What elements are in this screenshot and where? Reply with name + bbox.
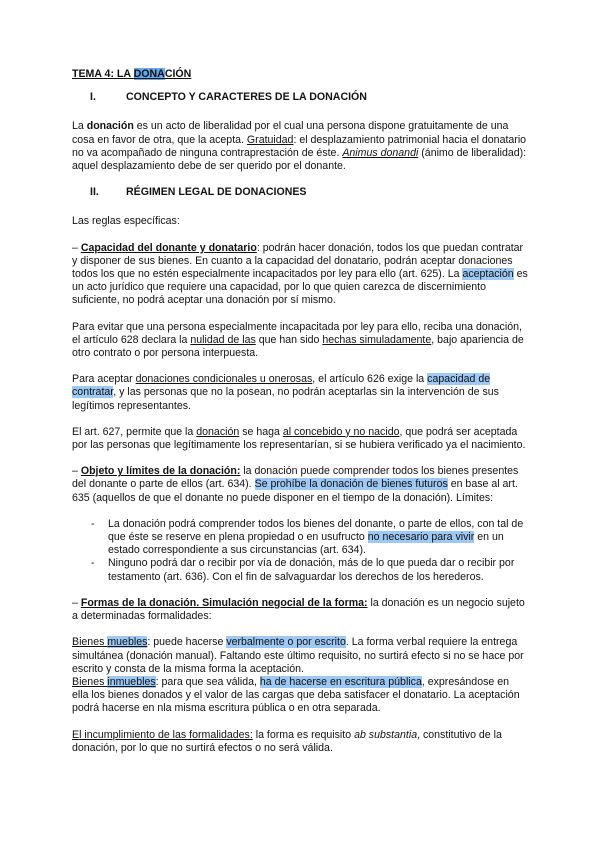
paragraph-inmuebles: Bienes inmuebles: para que sea válida, ha de hacerse en escritura pública, expresándose en ella los bienes donados y el valor de las cargas que deba satisfacer el donatario. La aceptación podrá hacerse en nla misma escritura pública o en otra separada.: [72, 675, 520, 715]
paragraph-condicionales: Para aceptar donaciones condicionales u onerosas, el artículo 626 exige la capacidad de contratar, y las personas que no la posean, no podrán aceptarlas sin la intervención de sus legítimos representantes.: [72, 373, 499, 412]
paragraph-capacidad: – Capacidad del donante y donatario: podrán hacer donación, todos los que puedan contratar y disponer de sus bienes. En cuanto a la capacidad del donatario, podrán aceptar donaciones todos los que no estén especialmente incapacitados por ley para ello (art. 625). La aceptación es un acto jurídico que requiere una capacidad, por lo que quien carezca de discernimiento suficiente, no podrá aceptar una donación por sí mismo.: [72, 241, 528, 307]
title-highlight: DONA: [133, 68, 165, 80]
paragraph-muebles: Bienes muebles: puede hacerse verbalmente o por escrito. La forma verbal requiere la entrega simultánea (donación manual). Faltando este último requisito, no surtirá efecto si no se hace por escrito y consta de la misma forma la aceptación.: [72, 636, 524, 675]
paragraph-incapacitados: Para evitar que una persona especialmente incapacitada por ley para ello, reciba una donación, el artículo 628 declara la nulidad de las que han sido hechas simuladamente, bajo apariencia de otro contrato o por persona interpuesta.: [72, 320, 524, 360]
section-heading-1: I. CONCEPTO Y CARACTERES DE LA DONACIÓN: [90, 91, 367, 104]
paragraph-definition: La donación es un acto de liberalidad por el cual una persona dispone gratuitamente de una cosa en favor de otra, que la acepta. Gratuidad: el desplazamiento patrimonial hacia el donatario no va acompañado de ninguna contraprestación de éste. Animus donandi (ánimo de liberalidad): aquel desplazamiento debe de ser querido por el donante.: [72, 120, 527, 173]
list-item: - La donación podrá comprender todos los bienes del donante, o parte de ellos, con tal de que éste se reserve en plena propiedad o en usufructo no necesario para vivir en un estado correspondiente a sus circunstancias (art. 634).: [91, 517, 524, 557]
paragraph-concebido: El art. 627, permite que la donación se haga al concebido y no nacido, que podrá ser aceptada por las personas que legítimamente los representarían, si se hubiera verificado ya el nacimiento.: [72, 425, 526, 452]
section-heading-2: II. RÉGIMEN LEGAL DE DONACIONES: [90, 186, 307, 199]
limits-list: [72, 518, 528, 584]
list-item: - Ninguno podrá dar o recibir por vía de donación, más de lo que pueda dar o recibir por testamento (art. 636). Con el fin de salvaguardar los derechos de los herederos.: [91, 557, 515, 583]
paragraph-incumplimiento: El incumplimiento de las formalidades: la forma es requisito ab substantia, constitutivo de la donación, por lo que no surtirá efectos o no será válida.: [72, 728, 502, 754]
paragraph-formas: – Formas de la donación. Simulación negocial de la forma: la donación es un negocio sujeto a determinadas formalidades:: [72, 596, 525, 623]
paragraph-objeto: – Objeto y límites de la donación: la donación puede comprender todos los bienes presentes del donante o parte de ellos (art. 634). Se prohíbe la donación de bienes futuros en base al art. 635 (aquellos de que el donante no puede disponer en el tiempo de la donación). Límites:: [72, 465, 519, 504]
paragraph-intro: Las reglas específicas:: [72, 215, 180, 228]
page-title: TEMA 4: LA DONACIÓN: [72, 68, 192, 80]
